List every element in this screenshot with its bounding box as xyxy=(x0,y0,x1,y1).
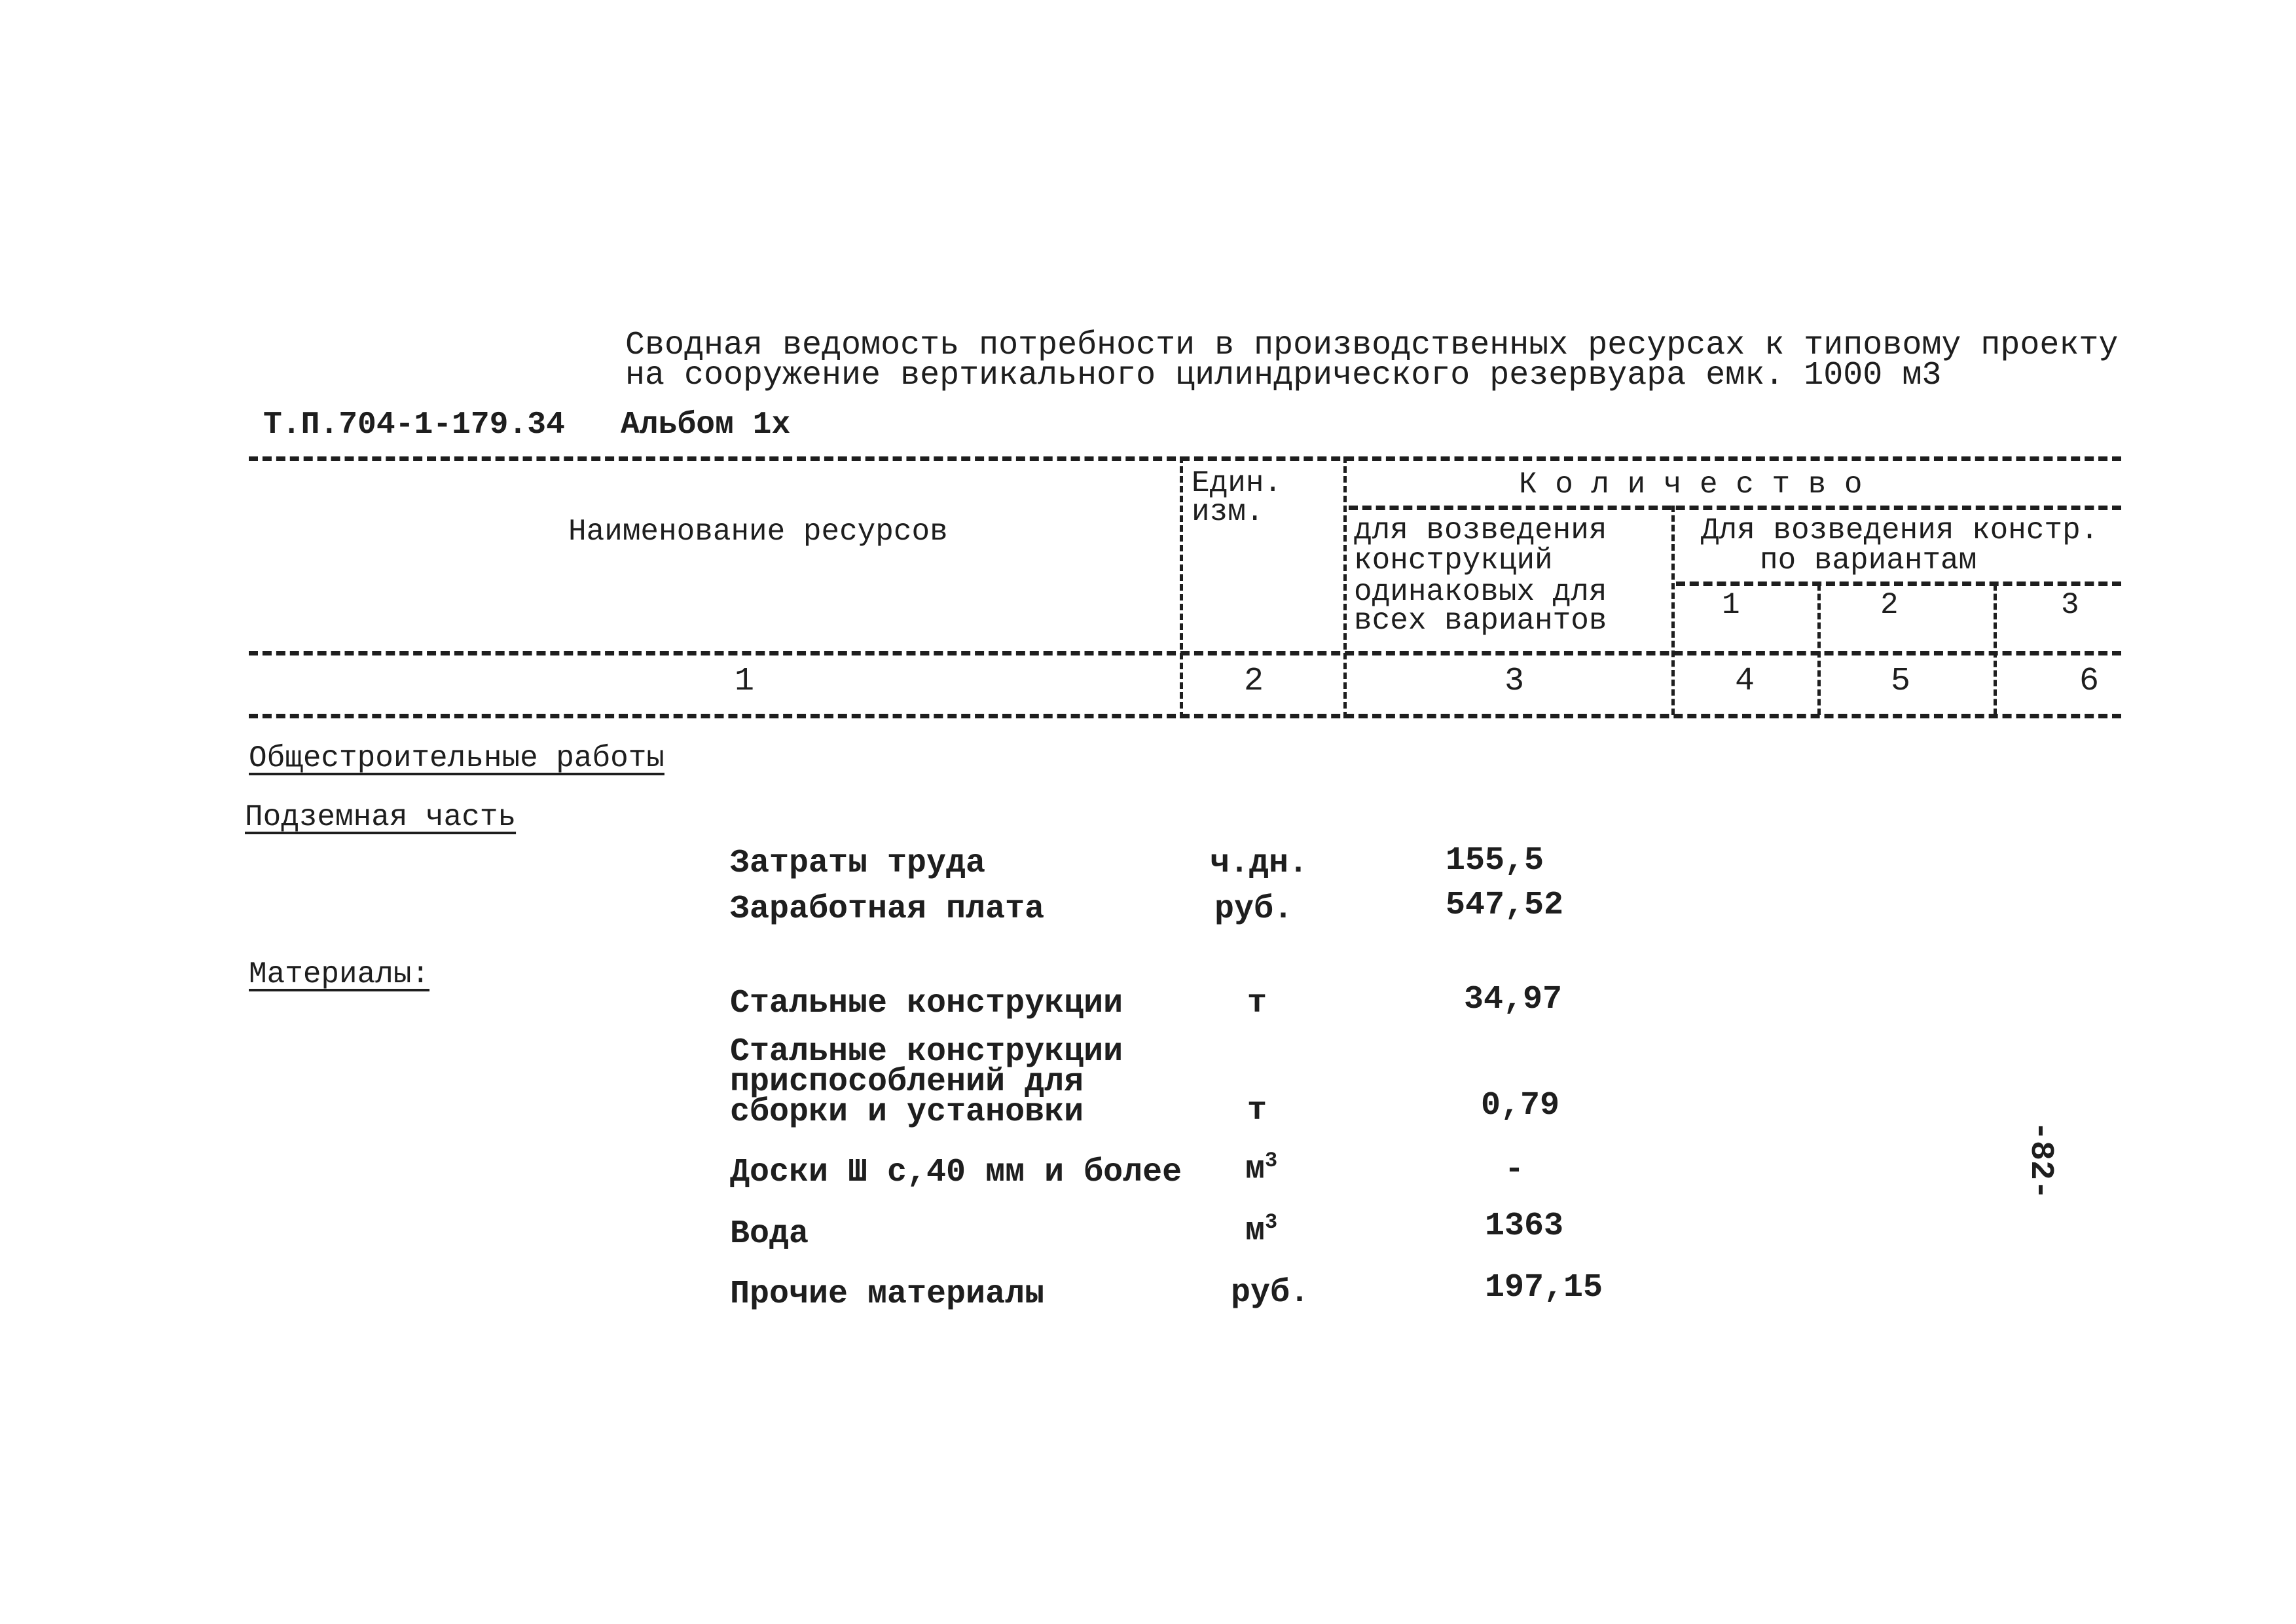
column-header-name: Наименование ресурсов xyxy=(568,515,948,549)
column-header-quantity: К о л и ч е с т в о xyxy=(1519,468,1863,502)
album-label: Альбом 1х xyxy=(621,407,791,443)
row-value: 0,79 xyxy=(1481,1087,1560,1124)
column-number-1: 1 xyxy=(735,663,755,700)
divider-variant1-variant2 xyxy=(1817,584,1821,715)
column-number-2: 2 xyxy=(1244,663,1264,700)
column-number-6: 6 xyxy=(2079,663,2100,700)
column-header-variants-line2: по вариантам xyxy=(1760,544,1977,578)
variant-header-3: 3 xyxy=(2061,588,2079,622)
column-header-common-line2: конструкций xyxy=(1354,544,1553,578)
row-value: 197,15 xyxy=(1485,1269,1603,1306)
divider-common-variants xyxy=(1671,506,1675,715)
row-name-line: приспособлений для xyxy=(730,1063,1084,1101)
row-name-line: Стальные конструкции xyxy=(730,1033,1123,1071)
header-bottom-rule xyxy=(249,651,2121,655)
row-unit: $м^3$ xyxy=(1245,1149,1278,1189)
table-top-rule xyxy=(249,456,2121,461)
document-code: Т.П.704-1-179.34 xyxy=(263,407,565,443)
document-title-line1: Сводная ведомость потребности в производственных ресурсах к типовому проекту xyxy=(625,327,2119,364)
column-header-common-line3: одинаковых для xyxy=(1354,575,1607,609)
column-number-5: 5 xyxy=(1891,663,1911,700)
row-unit: руб. xyxy=(1214,891,1294,928)
row-value: 1363 xyxy=(1485,1208,1564,1245)
divider-unit-qty xyxy=(1343,456,1347,718)
document-title-line2: на сооружение вертикального цилиндрического резервуара емк. 1000 м3 xyxy=(625,357,1942,394)
divider-variant2-variant3 xyxy=(1994,584,1997,715)
row-name: Затраты труда xyxy=(730,845,986,882)
row-name: Стальные конструкции xyxy=(730,985,1123,1022)
row-unit: т xyxy=(1247,1092,1267,1130)
column-header-unit-line1: Един. xyxy=(1192,466,1283,500)
section-general-works: Общестроительные работы xyxy=(249,741,665,775)
row-name: Вода xyxy=(730,1215,809,1253)
column-header-unit-line2: изм. xyxy=(1192,495,1264,529)
row-name: Доски Ш с,40 мм и более xyxy=(730,1154,1182,1191)
variant-header-1: 1 xyxy=(1722,588,1740,622)
variants-subheader-rule xyxy=(1676,581,2121,586)
variant-header-2: 2 xyxy=(1880,588,1899,622)
column-number-4: 4 xyxy=(1735,663,1755,700)
column-number-3: 3 xyxy=(1504,663,1525,700)
row-value: 34,97 xyxy=(1464,981,1563,1018)
row-unit: ч.дн. xyxy=(1210,845,1309,882)
column-header-common-line1: для возведения xyxy=(1354,513,1607,547)
page-number: -82- xyxy=(2022,1121,2059,1200)
row-value: - xyxy=(1504,1151,1525,1189)
section-materials: Материалы: xyxy=(249,957,430,991)
row-name: Заработная плата xyxy=(730,891,1045,928)
section-underground: Подземная часть xyxy=(245,800,517,834)
row-unit: $м^3$ xyxy=(1245,1210,1278,1250)
column-header-variants-line1: Для возведения констр. xyxy=(1701,513,2099,547)
divider-name-unit xyxy=(1180,456,1183,718)
numbers-bottom-rule xyxy=(249,714,2121,718)
row-value: 155,5 xyxy=(1446,842,1544,879)
row-name-line: сборки и установки xyxy=(730,1094,1084,1131)
column-header-common-line4: всех вариантов xyxy=(1354,604,1607,638)
row-value: 547,52 xyxy=(1446,887,1564,924)
qty-subheader-rule xyxy=(1349,506,2121,510)
row-name: Прочие материалы xyxy=(730,1276,1045,1313)
row-unit: руб. xyxy=(1231,1274,1310,1312)
row-unit: т xyxy=(1247,985,1267,1022)
